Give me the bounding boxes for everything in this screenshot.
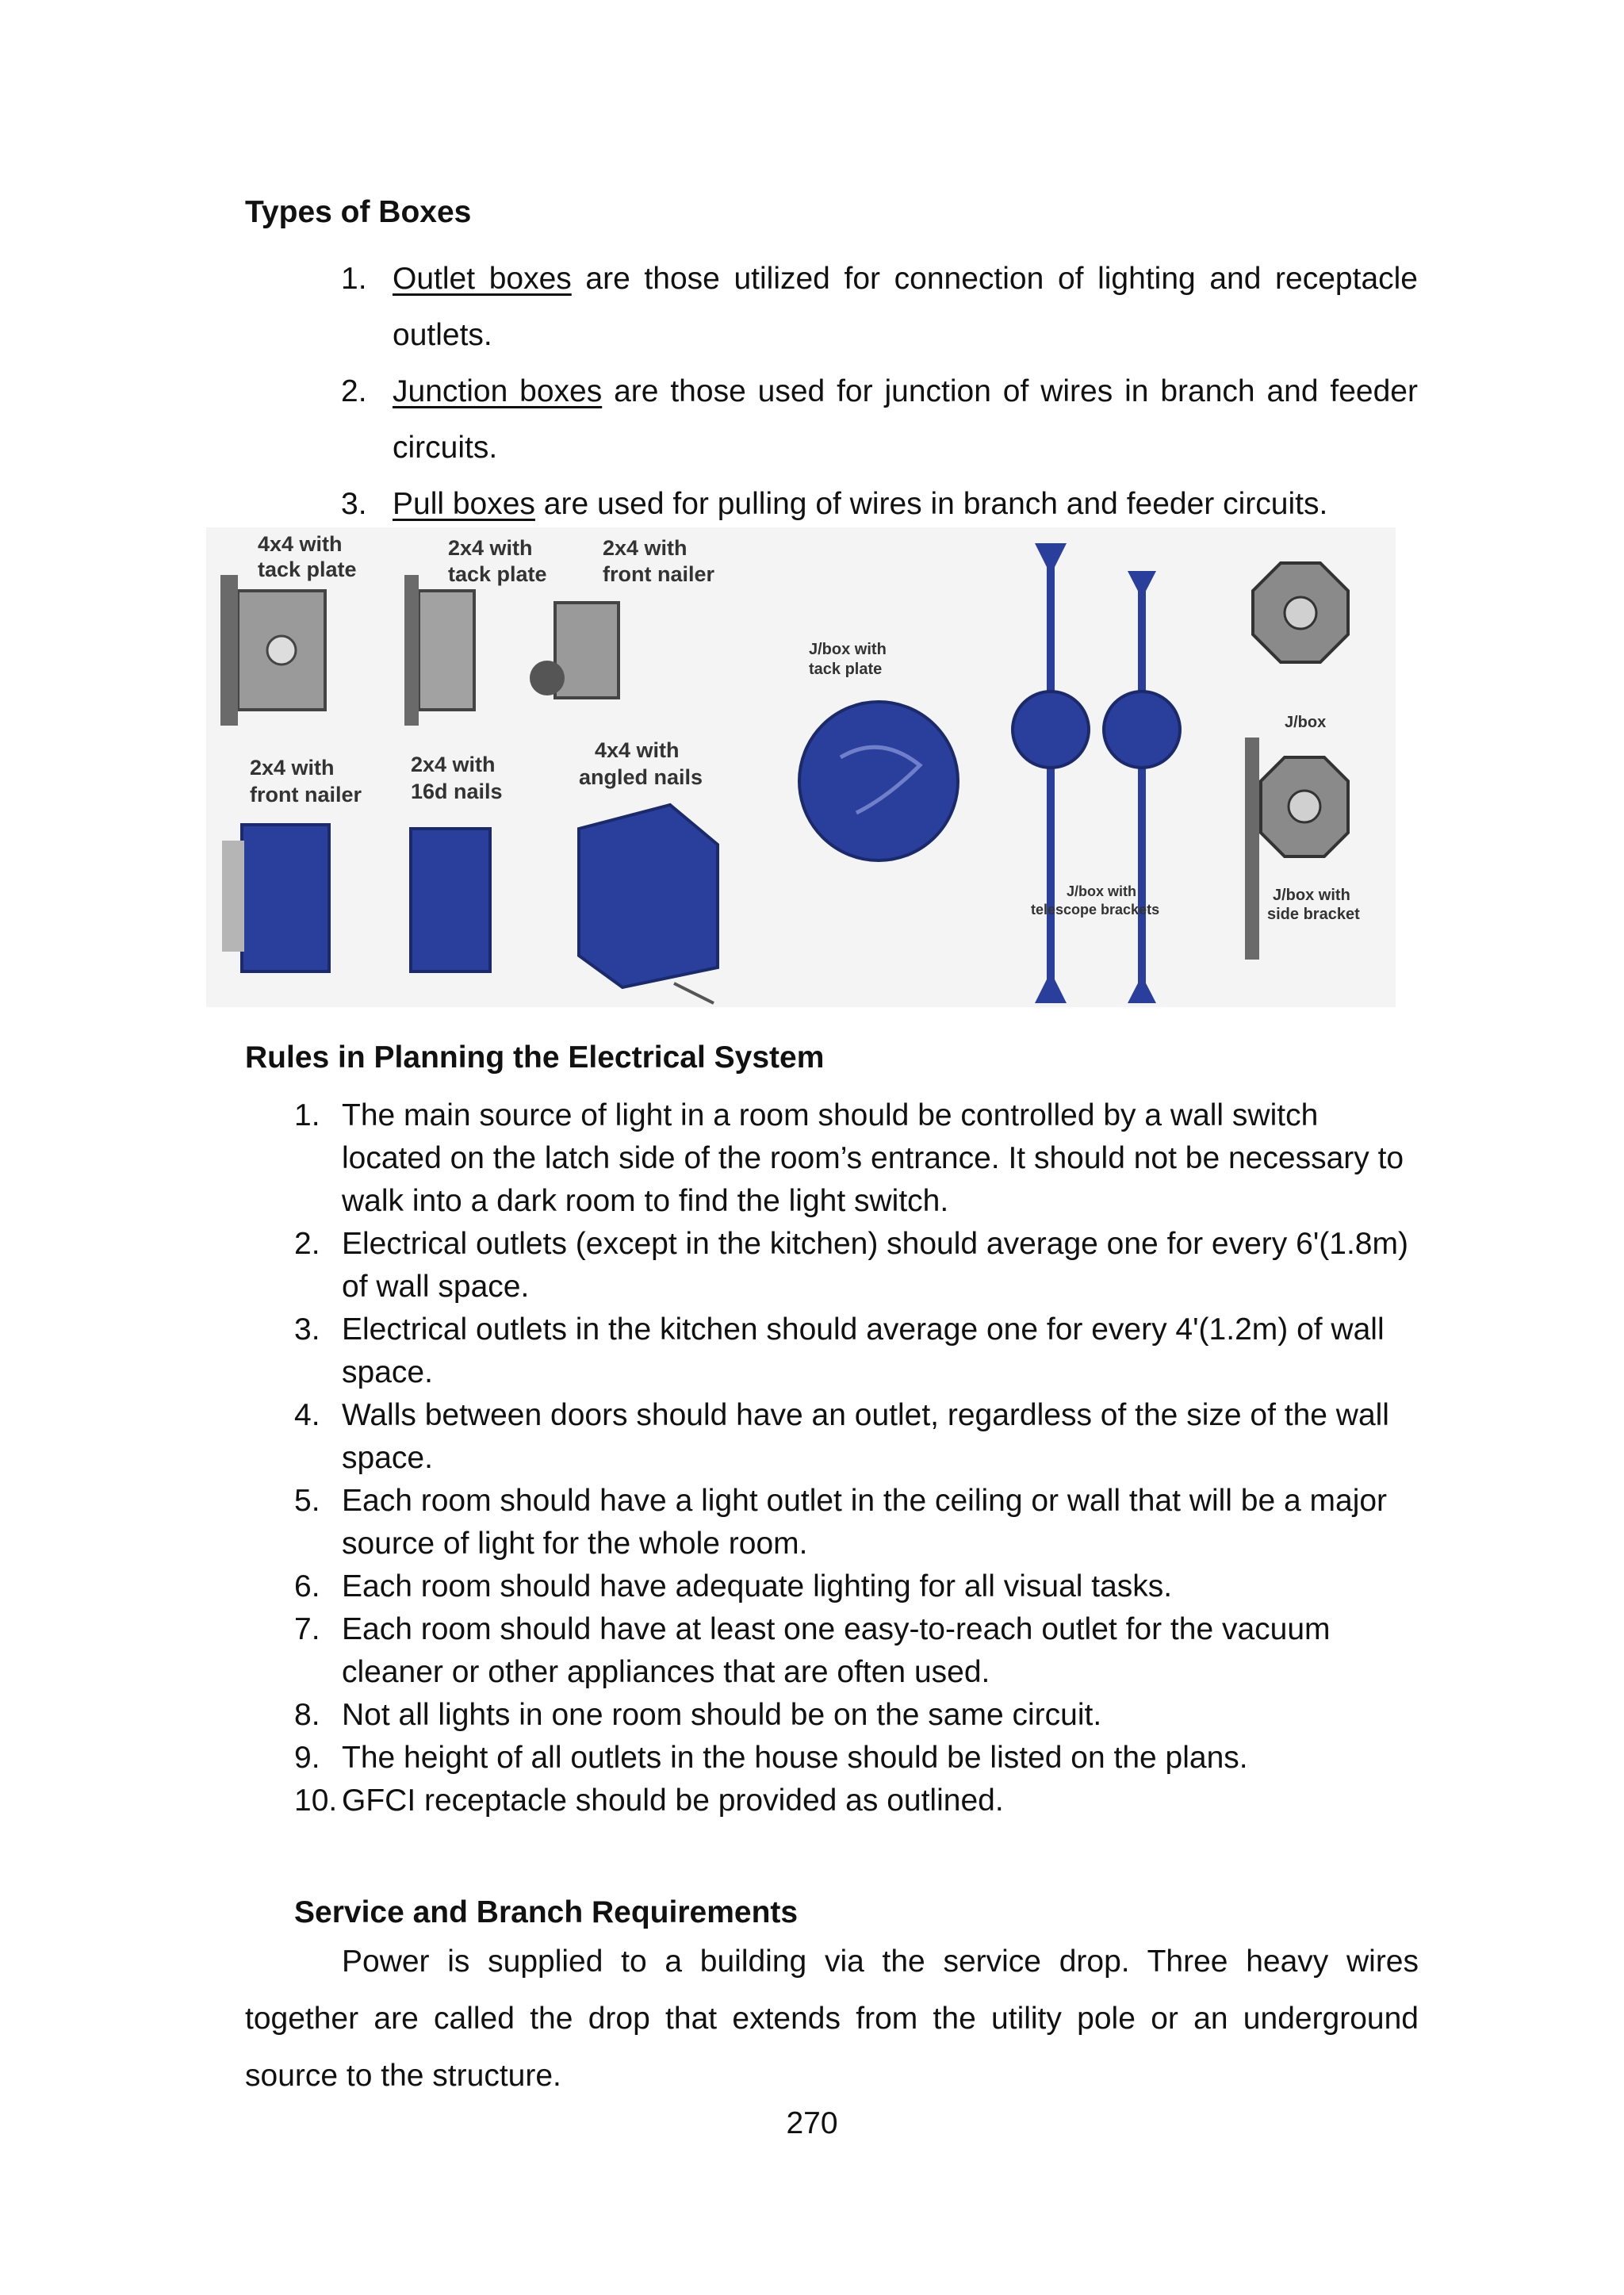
- rule-text: Each room should have a light outlet in the ceiling or wall that will be a major source of light for the whole room.: [342, 1484, 1388, 1561]
- list-number: 2.: [341, 374, 367, 408]
- rule-text: Each room should have adequate lighting for all visual tasks.: [342, 1569, 1173, 1603]
- list-item: [341, 476, 1418, 532]
- blue-jbox-tack-plate: [799, 702, 958, 860]
- rules-list: [294, 1094, 1420, 1822]
- blue-box-2x4-16d-nails: [411, 829, 490, 971]
- rule-text: GFCI receptacle should be provided as outlined.: [342, 1784, 1004, 1818]
- list-number: 3.: [341, 487, 367, 521]
- term-junction-boxes: Junction boxes: [393, 374, 603, 408]
- list-number: 5.: [294, 1484, 320, 1518]
- list-number: 1.: [341, 262, 367, 296]
- label-2x4-front-nailer-line1: 2x4 with: [603, 536, 688, 560]
- metal-jbox-side-bracket: [1245, 738, 1348, 960]
- metal-box-2x4-tack-plate: [404, 575, 474, 726]
- list-item: [294, 1480, 1420, 1565]
- rule-text: Not all lights in one room should be on the same circuit.: [342, 1698, 1102, 1732]
- list-item: [294, 1565, 1420, 1608]
- section-heading-service: Service and Branch Requirements: [294, 1895, 799, 1929]
- label-2x4-16d-nails-line1: 2x4 with: [411, 753, 496, 776]
- item-text: are those used for junction of wires in branch and feeder circuits.: [393, 374, 1418, 465]
- label-jbox-side-bracket-line2: side bracket: [1267, 906, 1360, 923]
- list-item: [294, 1608, 1420, 1694]
- list-number: 9.: [294, 1741, 320, 1775]
- list-item: [341, 251, 1418, 363]
- label-2x4-tack-plate-line1: 2x4 with: [448, 536, 533, 560]
- label-jbox-tack-plate-line1: J/box with: [809, 641, 887, 658]
- service-paragraph: Power is supplied to a building via the service drop. Three heavy wires together are called the drop that extends from the utility pole or an underground source to the structure.: [245, 1944, 1419, 2093]
- list-item: [294, 1308, 1420, 1394]
- list-number: 8.: [294, 1698, 320, 1732]
- electrical-boxes-figure: [206, 527, 1396, 1007]
- list-number: 7.: [294, 1612, 320, 1646]
- label-4x4-tack-plate-line1: 4x4 with: [258, 532, 343, 556]
- page-number: 270: [786, 2106, 838, 2140]
- list-number: 4.: [294, 1398, 320, 1432]
- label-2x4-front-nailer-line2: front nailer: [603, 562, 715, 586]
- list-number: 3.: [294, 1312, 320, 1347]
- rule-text: The height of all outlets in the house should be listed on the plans.: [342, 1741, 1248, 1775]
- list-item: [294, 1094, 1420, 1223]
- blue-box-2x4-front-nailer: [222, 825, 329, 971]
- metal-box-4x4-tack-plate: [220, 575, 325, 726]
- blue-jbox-telescope-brackets: [1013, 543, 1180, 1003]
- list-item: [294, 1737, 1420, 1780]
- list-item: [294, 1223, 1420, 1308]
- metal-box-2x4-front-nailer: [530, 603, 619, 698]
- rule-text: The main source of light in a room should be controlled by a wall switch located on the latch side of the room’s entrance. It should not be necessary to walk into a dark room to find the light switch.: [342, 1098, 1404, 1218]
- list-item: [294, 1780, 1420, 1822]
- label-jbox-telescope-line2: telescope brackets: [1031, 902, 1160, 918]
- label-jbox-telescope-line1: J/box with: [1067, 883, 1137, 899]
- rule-text: Electrical outlets (except in the kitchen) should average one for every 6'(1.8m) of wall space.: [342, 1227, 1408, 1304]
- label-jbox: J/box: [1285, 714, 1327, 731]
- electrical-boxes-illustration: [206, 527, 1396, 1007]
- rule-text: Each room should have at least one easy-to-reach outlet for the vacuum cleaner or other appliances that are often used.: [342, 1612, 1331, 1689]
- label-4x4-angled-nails-line2: angled nails: [579, 765, 703, 789]
- list-item: [294, 1694, 1420, 1737]
- label-2x4-front-nailer-blue-line1: 2x4 with: [250, 756, 335, 780]
- label-2x4-tack-plate-line2: tack plate: [448, 562, 547, 586]
- label-2x4-16d-nails-line2: 16d nails: [411, 780, 503, 803]
- rule-text: Walls between doors should have an outlet, regardless of the size of the wall space.: [342, 1398, 1389, 1475]
- section-heading-types-of-boxes: Types of Boxes: [245, 195, 472, 229]
- list-number: 1.: [294, 1098, 320, 1132]
- label-2x4-front-nailer-blue-line2: front nailer: [250, 783, 362, 807]
- label-4x4-angled-nails-line1: 4x4 with: [595, 738, 680, 762]
- list-number: 2.: [294, 1227, 320, 1261]
- blue-box-4x4-angled-nails: [579, 805, 718, 1003]
- list-item: [341, 363, 1418, 476]
- label-jbox-tack-plate-line2: tack plate: [809, 661, 883, 678]
- term-outlet-boxes: Outlet boxes: [393, 262, 572, 296]
- label-jbox-side-bracket-line1: J/box with: [1273, 887, 1350, 904]
- item-text: are used for pulling of wires in branch and feeder circuits.: [534, 487, 1328, 521]
- list-number: 6.: [294, 1569, 320, 1603]
- item-text: are those utilized for connection of lighting and receptacle outlets.: [393, 262, 1418, 352]
- label-4x4-tack-plate-line2: tack plate: [258, 557, 357, 581]
- list-item: [294, 1394, 1420, 1480]
- section-heading-rules: Rules in Planning the Electrical System: [245, 1040, 825, 1075]
- rule-text: Electrical outlets in the kitchen should average one for every 4'(1.2m) of wall space.: [342, 1312, 1385, 1389]
- list-number: 10.: [294, 1784, 338, 1818]
- term-pull-boxes: Pull boxes: [393, 487, 535, 521]
- box-types-list: [341, 251, 1418, 532]
- metal-octagon-jbox: [1253, 563, 1348, 662]
